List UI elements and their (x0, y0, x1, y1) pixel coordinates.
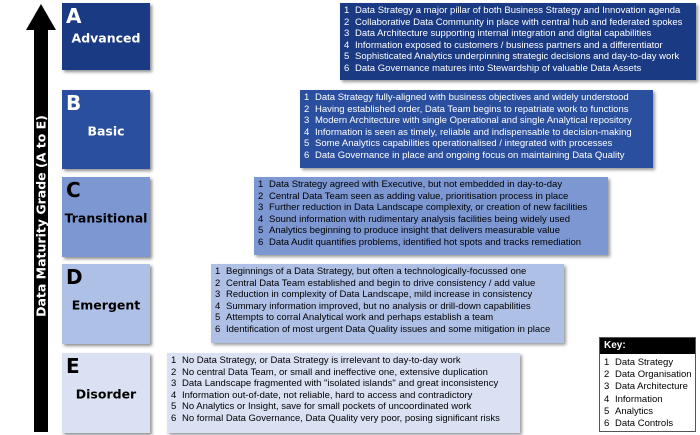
item-text: Identification of most urgent Data Quality issues and some mitigation in place (226, 323, 551, 335)
description-item (258, 225, 605, 237)
item-number: 3 (304, 115, 310, 127)
item-number: 6 (215, 323, 221, 335)
key-number: 4 (604, 393, 610, 405)
item-number: 5 (344, 51, 350, 63)
level-letter: C (66, 178, 81, 202)
key-text: Data Organisation (615, 369, 692, 381)
level-name: Transitional (64, 210, 148, 226)
item-text: No central Data Team, or small and ineffective one, extensive duplication (182, 366, 488, 378)
item-number: 6 (344, 62, 350, 74)
description-item (258, 202, 605, 214)
description-item (215, 289, 561, 301)
description-item (304, 138, 650, 150)
item-number: 4 (344, 39, 350, 51)
key-text: Data Controls (615, 418, 674, 430)
item-text: Collaborative Data Community in place with central hub and federated spokes (355, 16, 683, 28)
description-item (344, 40, 693, 52)
key-item (604, 369, 695, 381)
level-description-d (211, 264, 564, 343)
description-item (304, 115, 650, 127)
description-list (304, 92, 650, 161)
item-text: Some Analytics capabilities operationalised / integrated with processes (315, 138, 613, 150)
item-number: 2 (344, 16, 350, 28)
description-item (215, 312, 561, 324)
description-item (304, 150, 650, 162)
item-number: 5 (304, 138, 310, 150)
item-text: No formal Data Governance, Data Quality very poor, posing significant risks (182, 412, 500, 424)
item-text: Data Audit quantifies problems, identified hot spots and tracks remediation (269, 236, 582, 248)
description-item (304, 92, 650, 104)
item-text: Data Governance matures into Stewardship of valuable Data Assets (355, 62, 642, 74)
key-list (600, 354, 695, 430)
description-item (215, 266, 561, 278)
item-number: 1 (258, 179, 264, 190)
key-number: 5 (604, 405, 610, 417)
item-text: Reduction in complexity of Data Landscape, mild increase in consistency (226, 289, 533, 301)
level-description-b (300, 90, 653, 168)
description-item (215, 324, 561, 336)
description-item (344, 28, 693, 40)
level-name: Emergent (71, 297, 141, 313)
description-list (215, 266, 561, 335)
key-item (604, 406, 695, 418)
item-number: 1 (304, 92, 310, 103)
item-number: 5 (258, 225, 264, 237)
description-item (215, 278, 561, 290)
item-text: Having established order, Data Team begins to repatriate work to functions (315, 103, 629, 115)
item-text: Central Data Team seen as adding value, prioritisation process in place (269, 190, 569, 202)
key-number: 6 (604, 418, 610, 430)
item-text: Information out-of-date, not reliable, hard to access and contradictory (182, 389, 473, 401)
description-item (171, 378, 517, 390)
item-text: Information exposed to customers / business partners and a differentiator (355, 39, 663, 51)
level-name: Basic (87, 123, 125, 139)
item-number: 3 (258, 202, 264, 214)
key-legend (599, 337, 696, 432)
item-number: 4 (215, 300, 221, 312)
item-number: 2 (215, 277, 221, 289)
level-letter: A (66, 4, 82, 28)
key-text: Data Strategy (615, 357, 674, 368)
item-text: No Analytics or Insight, save for small pockets of uncoordinated work (182, 401, 472, 413)
key-item (604, 394, 695, 406)
item-number: 1 (344, 5, 350, 16)
key-text: Information (615, 393, 663, 405)
level-name: Advanced (71, 30, 141, 46)
level-description-c (254, 177, 608, 255)
item-text: Data Strategy agreed with Executive, but not embedded in day-to-day (269, 179, 563, 190)
item-text: Data Landscape fragmented with "isolated islands" and great inconsistency (182, 378, 499, 390)
item-text: Sound information with rudimentary analysis facilities being widely used (269, 213, 570, 225)
item-number: 3 (171, 378, 177, 390)
key-number: 1 (604, 357, 610, 368)
item-text: Modern Architecture with single Operational and single Analytical repository (315, 115, 632, 127)
key-number: 2 (604, 369, 610, 381)
description-item (344, 17, 693, 29)
level-box-e (62, 353, 150, 433)
item-text: Data Strategy fully-aligned with business objectives and widely understood (315, 92, 629, 103)
key-text: Data Architecture (615, 381, 688, 393)
item-text: No Data Strategy, or Data Strategy is irrelevant to day-to-day work (182, 355, 461, 366)
key-item (604, 357, 695, 369)
level-letter: B (66, 91, 82, 115)
description-item (171, 413, 517, 425)
item-number: 6 (258, 236, 264, 248)
level-box-b (62, 90, 150, 169)
item-number: 1 (215, 266, 221, 277)
description-item (171, 401, 517, 413)
description-item (258, 179, 605, 191)
description-list (258, 179, 605, 248)
item-text: Information is seen as timely, reliable and indispensable to decision-making (315, 126, 632, 138)
description-item (171, 367, 517, 379)
key-text: Analytics (615, 405, 654, 417)
description-item (344, 5, 693, 17)
description-list (171, 355, 517, 424)
key-number: 3 (604, 381, 610, 393)
item-number: 4 (258, 213, 264, 225)
item-number: 2 (258, 190, 264, 202)
item-number: 6 (304, 149, 310, 161)
item-text: Sophisticated Analytics underpinning strategic decisions and day-to-day work (355, 51, 680, 63)
description-item (258, 191, 605, 203)
item-number: 3 (215, 289, 221, 301)
item-number: 5 (215, 312, 221, 324)
level-box-d (62, 264, 150, 344)
item-text: Data Architecture supporting internal integration and digital capabilities (355, 28, 652, 40)
item-number: 2 (171, 366, 177, 378)
item-number: 5 (171, 401, 177, 413)
level-box-a (62, 3, 150, 70)
key-title: Key: (600, 338, 695, 354)
item-text: Attempts to corral Analytical work and perhaps establish a team (226, 312, 494, 324)
description-list (344, 5, 693, 74)
description-item (258, 214, 605, 226)
level-description-e (167, 353, 520, 433)
description-item (304, 127, 650, 139)
key-item (604, 418, 695, 430)
item-text: Analytics beginning to produce insight that delivers measurable value (269, 225, 560, 237)
item-number: 1 (171, 355, 177, 366)
description-item (258, 237, 605, 249)
level-letter: D (66, 265, 83, 289)
item-number: 6 (171, 412, 177, 424)
description-item (215, 301, 561, 313)
description-item (171, 390, 517, 402)
item-number: 2 (304, 103, 310, 115)
description-item (171, 355, 517, 367)
description-item (344, 63, 693, 75)
item-text: Data Strategy a major pillar of both Business Strategy and Innovation agenda (355, 5, 681, 16)
item-text: Central Data Team established and begin to drive consistency / add value (226, 277, 536, 289)
level-name: Disorder (75, 386, 137, 402)
item-number: 4 (171, 389, 177, 401)
description-item (304, 104, 650, 116)
item-text: Beginnings of a Data Strategy, but often a technologically-focussed one (226, 266, 527, 277)
item-text: Further reduction in Data Landscape complexity, or creation of new facilities (269, 202, 588, 214)
level-letter: E (66, 354, 80, 378)
item-number: 3 (344, 28, 350, 40)
item-number: 4 (304, 126, 310, 138)
level-box-c (62, 177, 150, 257)
level-description-a (340, 3, 696, 80)
key-item (604, 381, 695, 393)
axis-label: Data Maturity Grade (A to E) (33, 115, 49, 317)
description-item (344, 51, 693, 63)
item-text: Summary information improved, but no analysis or drill-down capabilities (226, 300, 531, 312)
item-text: Data Governance in place and ongoing focus on maintaining Data Quality (315, 149, 625, 161)
